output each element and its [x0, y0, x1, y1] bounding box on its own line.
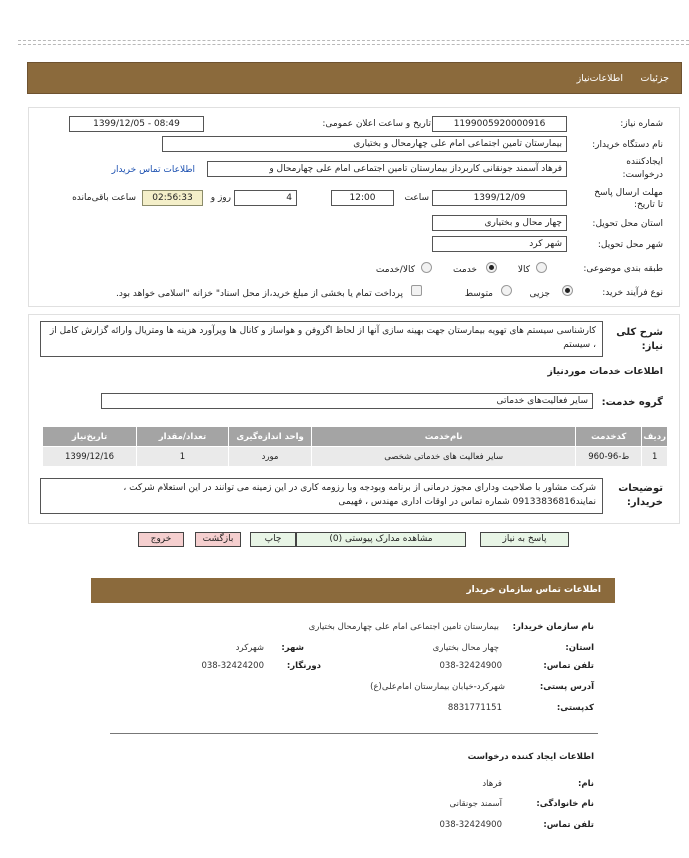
category-radio-service[interactable] [486, 262, 497, 273]
org-label: نام سازمان خریدار: [512, 622, 594, 632]
category-radio-goods[interactable] [536, 262, 547, 273]
province-field: چهار محال و بختیاری [432, 215, 567, 231]
description-box: کارشناسی سیستم های تهویه بیمارستان جهت بهینه سازی آنها از لحاظ اگزوفن و هواساز و کانال ها ویرآورد هزینه ها ومتریال وارائه گزارش کامل از ، سیستم [40, 321, 603, 357]
col-service-name: نام‌خدمت [312, 427, 576, 447]
page-header-bar [27, 62, 682, 94]
category-option-goods: کالا [517, 265, 530, 275]
org-value: بیمارستان تامین اجتماعی امام علی چهارمحال بختیاری [308, 622, 499, 632]
province-contact-value: چهار محال بختیاری [432, 643, 499, 653]
province-contact-label: استان: [565, 643, 594, 653]
creator-phone-value: 038-32424900 [439, 820, 502, 830]
address-label: آدرس پستی: [539, 682, 594, 692]
services-table [42, 426, 668, 467]
exit-button[interactable]: خروج [138, 532, 184, 547]
buyer-notes-label-1: توضیحات [618, 483, 663, 494]
print-button[interactable]: چاپ [250, 532, 296, 547]
process-option-minor: جزیی [529, 289, 550, 299]
process-label: نوع فرآیند خرید: [602, 288, 663, 298]
time-label: ساعت [404, 193, 429, 203]
contact-title: اطلاعات تماس سازمان خریدار [466, 585, 601, 595]
province-label: استان محل تحویل: [592, 219, 663, 229]
category-label: طبقه بندی موضوعی: [583, 264, 663, 274]
creator-label-2: درخواست: [622, 170, 663, 180]
cell-service-code: ط-96-960 [576, 447, 642, 467]
city-contact-label: شهر: [281, 643, 304, 653]
city-label: شهر محل تحویل: [597, 240, 663, 250]
announce-field: 1399/12/05 - 08:49 [69, 116, 204, 132]
postal-label: کدپستی: [556, 703, 594, 713]
deadline-label-2: تا تاریخ: [633, 200, 663, 210]
fax-value: 038-32424200 [201, 661, 264, 671]
family-value: آسمند جونقانی [449, 799, 502, 809]
col-service-code: کدخدمت [576, 427, 642, 447]
fax-label: دورنگار: [286, 661, 321, 671]
address-value: شهرکرد-خیابان بیمارستان امام‌علی(ع) [370, 682, 505, 692]
deadline-date-field: 1399/12/09 [432, 190, 567, 206]
need-number-label: شماره نیاز: [620, 119, 663, 129]
days-field: 4 [234, 190, 297, 206]
creator-label-1: ایجادکننده [626, 157, 663, 167]
col-unit: واحد اندازه‌گیری [228, 427, 311, 447]
announce-label: تاریخ و ساعت اعلان عمومی: [322, 119, 431, 129]
creator-info-title: اطلاعات ایجاد کننده درخواست [467, 752, 594, 762]
buyer-org-label: نام دستگاه خریدار: [592, 140, 663, 150]
cell-row: 1 [642, 447, 668, 467]
day-label: روز و [210, 193, 231, 203]
service-group-label: گروه خدمت: [601, 397, 663, 408]
back-button[interactable]: بازگشت [195, 532, 241, 547]
remaining-label: ساعت باقی‌مانده [72, 193, 136, 203]
need-number-field: 1199005920000916 [432, 116, 567, 132]
col-quantity: تعداد/مقدار [137, 427, 229, 447]
services-section-title: اطلاعات خدمات موردنیاز [547, 366, 663, 377]
remaining-time-field: 02:56:33 [142, 190, 203, 206]
cell-quantity: 1 [137, 447, 229, 467]
table-row [43, 447, 668, 467]
reply-button[interactable]: پاسخ به نیاز [480, 532, 569, 547]
contact-header-bar [91, 578, 615, 603]
attachments-button[interactable]: مشاهده مدارک پیوستی (0) [296, 532, 466, 547]
family-label: نام خانوادگی: [536, 799, 594, 809]
city-contact-value: شهرکرد [235, 643, 264, 653]
buyer-contact-link[interactable]: اطلاعات تماس خریدار [111, 165, 195, 175]
treasury-payment-text: پرداخت تمام یا بخشی از مبلغ خرید،از محل اسناد" خزانه "اسلامی خواهد بود. [115, 289, 403, 299]
col-need-date: تاریخ‌نیاز [43, 427, 137, 447]
cell-service-name: سایر فعالیت های خدماتی شخصی [312, 447, 576, 467]
service-group-field: سایر فعالیت‌های خدماتی [101, 393, 593, 409]
cell-need-date: 1399/12/16 [43, 447, 137, 467]
services-table-header [43, 427, 668, 447]
city-field: شهر کرد [432, 236, 567, 252]
tab-details[interactable]: جزئیات [640, 73, 669, 84]
col-row: ردیف [642, 427, 668, 447]
buyer-notes-label-2: خریدار: [626, 497, 663, 508]
deadline-label-1: مهلت ارسال پاسخ [594, 188, 663, 198]
phone-label: تلفن تماس: [543, 661, 594, 671]
description-label-1: شرح کلی [616, 327, 663, 338]
category-option-both: کالا/خدمت [375, 265, 415, 275]
contact-divider [110, 733, 598, 734]
buyer-org-field: بیمارستان تامین اجتماعی امام علی چهارمحال و بختیاری [162, 136, 567, 152]
top-divider [18, 40, 689, 41]
name-label: نام: [577, 779, 594, 789]
top-divider-2 [18, 44, 689, 45]
category-radio-both[interactable] [421, 262, 432, 273]
process-radio-minor[interactable] [562, 285, 573, 296]
cell-unit: مورد [228, 447, 311, 467]
tab-need-info[interactable]: اطلاعات‌نیاز [576, 73, 623, 84]
category-option-service: خدمت [453, 265, 477, 275]
process-radio-medium[interactable] [501, 285, 512, 296]
treasury-payment-checkbox[interactable] [411, 285, 422, 296]
creator-phone-label: تلفن تماس: [543, 820, 594, 830]
name-value: فرهاد [482, 779, 502, 789]
buyer-notes-box: شرکت مشاور با صلاحیت ودارای مجوز درمانی از برنامه وبودجه وبا رزومه کاری در این زمینه می توانند در این استعلام شرکت ، نمایند09133836816 شماره تماس در اوقات اداری مهندس ، فهیمی [40, 478, 603, 514]
description-label-2: نیاز: [641, 341, 663, 352]
postal-value: 8831771151 [447, 703, 502, 713]
process-option-medium: متوسط [464, 289, 493, 299]
deadline-time-field: 12:00 [331, 190, 394, 206]
creator-field: فرهاد آسمند جونقانی کاربرداز بیمارستان تامین اجتماعی امام علی چهارمحال و [207, 161, 567, 177]
phone-value: 038-32424900 [439, 661, 502, 671]
